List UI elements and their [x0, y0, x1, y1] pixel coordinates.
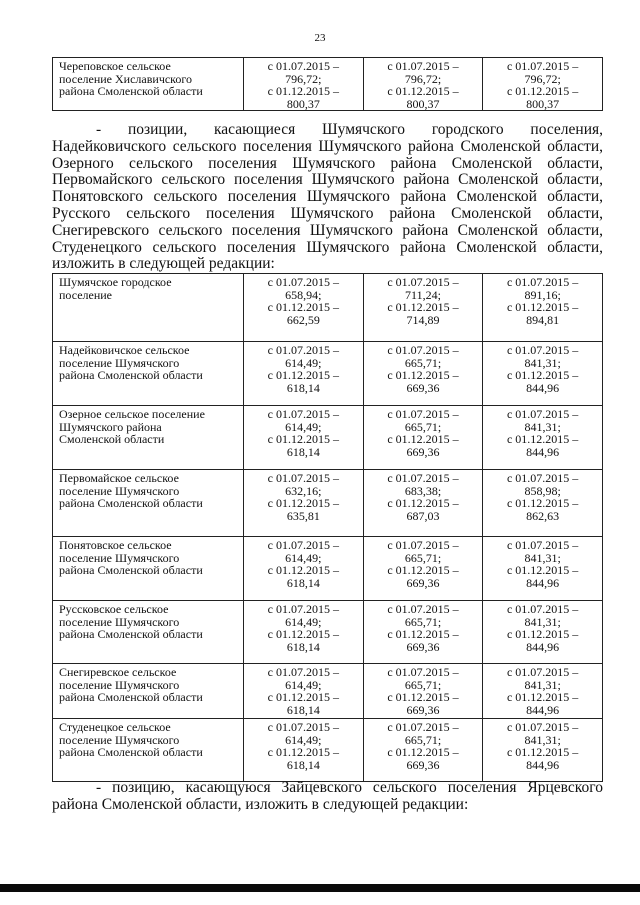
tariff-amount-line: 796,72;: [404, 71, 442, 86]
tariff-period-line: с 01.07.2015 –: [506, 407, 579, 421]
settlement-name-line: Череповское сельское: [59, 59, 171, 73]
tariff-amount-line: 614,49;: [285, 677, 322, 692]
paragraph-text: - позицию, касающуюся Зайцевского сельского поселения Ярцевского района Смоленской области, изложить в следующей редакции:: [52, 779, 603, 813]
table-row: [53, 664, 603, 719]
tariff-period-line: с 01.07.2015 –: [267, 407, 339, 421]
settlement-name-cell: [53, 664, 244, 719]
tariff-amount-line: 635,81: [286, 508, 320, 523]
tariff-period-line: с 01.12.2015 –: [506, 496, 579, 511]
scan-bottom-border: [0, 884, 640, 892]
table-row: [53, 537, 603, 601]
tariff-amount-line: 614,49;: [285, 614, 322, 629]
tariff-period-line: с 01.12.2015 –: [506, 690, 579, 705]
tariff-amount-line: 618,14: [286, 444, 320, 459]
tariff-period-line: с 01.07.2015 –: [387, 343, 459, 357]
tariff-amount-line: 665,71;: [404, 550, 442, 565]
tariff-value-cell: [483, 601, 603, 664]
tariff-table-shumyachsky: [52, 273, 603, 782]
tariff-amount-line: 844,96: [526, 639, 560, 654]
tariff-period-line: с 01.12.2015 –: [506, 563, 579, 578]
tariff-amount-line: 800,37: [526, 96, 560, 111]
tariff-value-cell: [244, 537, 364, 601]
tariff-period-line: с 01.12.2015 –: [267, 432, 339, 447]
settlement-name-line: района Смоленской области: [59, 627, 203, 642]
tariff-period-line: с 01.07.2015 –: [506, 343, 579, 357]
tariff-period-line: с 01.07.2015 –: [387, 665, 459, 679]
tariff-period-line: с 01.07.2015 –: [387, 407, 459, 421]
tariff-value-cell: [363, 406, 483, 470]
settlement-name-cell: [53, 342, 244, 406]
table-row: [53, 406, 603, 470]
tariff-amount-line: 841,31;: [524, 732, 561, 747]
tariff-period-line: с 01.12.2015 –: [267, 300, 339, 315]
tariff-amount-line: 658,94;: [285, 287, 322, 302]
tariff-amount-line: 858,98;: [524, 483, 561, 498]
tariff-period-line: с 01.12.2015 –: [267, 627, 339, 642]
tariff-amount-line: 669,36: [406, 639, 440, 654]
tariff-period-line: с 01.07.2015 –: [387, 471, 459, 485]
tariff-amount-line: 796,72;: [524, 71, 561, 86]
tariff-period-line: с 01.12.2015 –: [387, 563, 459, 578]
tariff-amount-line: 711,24;: [405, 287, 441, 302]
settlement-name-line: Понятовское сельское: [59, 538, 172, 552]
tariff-value-cell: [483, 58, 603, 111]
settlement-name-line: Студенецкое сельское: [59, 720, 171, 734]
tariff-value-cell: [363, 537, 483, 601]
tariff-period-line: с 01.07.2015 –: [387, 720, 459, 734]
table-row: [53, 470, 603, 537]
tariff-period-line: с 01.12.2015 –: [506, 745, 579, 760]
tariff-period-line: с 01.12.2015 –: [267, 745, 339, 760]
tariff-value-cell: [483, 470, 603, 537]
tariff-amount-line: 862,63: [526, 508, 560, 523]
tariff-period-line: с 01.07.2015 –: [387, 602, 459, 616]
tariff-value-cell: [363, 470, 483, 537]
tariff-amount-line: 894,81: [526, 312, 560, 327]
settlement-name-line: Надейковичское сельское: [59, 343, 190, 357]
tariff-table-top: [52, 57, 603, 111]
table-row: [53, 58, 603, 111]
settlement-name-cell: [53, 719, 244, 782]
tariff-amount-line: 800,37: [406, 96, 440, 111]
settlement-name-line: Первомайское сельское: [59, 471, 179, 485]
tariff-period-line: с 01.07.2015 –: [387, 538, 459, 552]
tariff-value-cell: [483, 406, 603, 470]
tariff-period-line: с 01.07.2015 –: [506, 602, 579, 616]
tariff-value-cell: [363, 664, 483, 719]
tariff-amount-line: 841,31;: [524, 550, 561, 565]
tariff-amount-line: 841,31;: [524, 419, 561, 434]
tariff-amount-line: 841,31;: [524, 677, 561, 692]
tariff-period-line: с 01.12.2015 –: [387, 432, 459, 447]
tariff-period-line: с 01.07.2015 –: [267, 538, 339, 552]
settlement-name-line: района Смоленской области: [59, 368, 203, 383]
tariff-period-line: с 01.07.2015 –: [506, 538, 579, 552]
tariff-period-line: с 01.07.2015 –: [267, 343, 339, 357]
paragraph-text: - позиции, касающиеся Шумячского городского поселения, Надейковичского сельского поселения Шумячского района Смоленской области, Озерного сельского поселения Шумячского района Смоленской области, Первомайского сельского поселения Шумячского района Смоленской области, Понятовского сельского поселения Шумячского района Смоленской области, Русского сельского поселения Шумячского района Смоленской области, Снегиревского сельского поселения Шумячского района Смоленской области, Студенецкого сельского поселения Шумячского района Смоленской области, изложить в следующей редакции:: [52, 121, 603, 273]
tariff-period-line: с 01.07.2015 –: [267, 59, 339, 73]
tariff-value-cell: [363, 719, 483, 782]
settlement-name-line: поселение Шумячского: [59, 677, 180, 692]
tariff-amount-line: 618,14: [286, 380, 320, 395]
tariff-value-cell: [244, 342, 364, 406]
tariff-amount-line: 844,96: [526, 757, 560, 772]
settlement-name-line: поселение Шумячского: [59, 550, 180, 565]
paragraph-zaitsevsky-intro: [52, 780, 603, 814]
tariff-amount-line: 662,59: [286, 312, 320, 327]
tariff-period-line: с 01.12.2015 –: [387, 496, 459, 511]
settlement-name-line: поселение: [59, 287, 113, 302]
tariff-amount-line: 891,16;: [524, 287, 561, 302]
tariff-period-line: с 01.07.2015 –: [506, 471, 579, 485]
tariff-amount-line: 683,38;: [404, 483, 442, 498]
settlement-name-line: поселение Шумячского: [59, 355, 180, 370]
tariff-period-line: с 01.07.2015 –: [267, 665, 339, 679]
tariff-amount-line: 841,31;: [524, 614, 561, 629]
settlement-name-line: поселение Шумячского: [59, 614, 180, 629]
tariff-value-cell: [483, 537, 603, 601]
tariff-period-line: с 01.07.2015 –: [267, 602, 339, 616]
settlement-name-line: района Смоленской области: [59, 84, 203, 99]
paragraph-shumyachsky-intro: [52, 122, 603, 273]
tariff-period-line: с 01.07.2015 –: [387, 59, 459, 73]
settlement-name-line: района Смоленской области: [59, 563, 203, 578]
tariff-period-line: с 01.12.2015 –: [506, 368, 579, 383]
tariff-period-line: с 01.12.2015 –: [387, 300, 459, 315]
tariff-period-line: с 01.07.2015 –: [506, 665, 579, 679]
table-row: [53, 719, 603, 782]
tariff-value-cell: [244, 601, 364, 664]
tariff-amount-line: 800,37: [286, 96, 320, 111]
settlement-name-line: Руссковское сельское: [59, 602, 169, 616]
settlement-name-line: района Смоленской области: [59, 690, 203, 705]
tariff-period-line: с 01.07.2015 –: [267, 720, 339, 734]
tariff-value-cell: [363, 274, 483, 342]
settlement-name-line: поселение Хиславичского: [59, 71, 193, 86]
settlement-name-line: Снегиревское сельское: [59, 665, 177, 679]
tariff-period-line: с 01.12.2015 –: [387, 84, 459, 99]
settlement-name-line: района Смоленской области: [59, 496, 203, 511]
tariff-period-line: с 01.12.2015 –: [267, 368, 339, 383]
tariff-amount-line: 614,49;: [285, 732, 322, 747]
tariff-amount-line: 669,36: [406, 702, 440, 717]
tariff-amount-line: 844,96: [526, 444, 560, 459]
tariff-value-cell: [363, 342, 483, 406]
tariff-period-line: с 01.12.2015 –: [506, 84, 579, 99]
tariff-value-cell: [483, 274, 603, 342]
tariff-amount-line: 632,16;: [285, 483, 322, 498]
tariff-period-line: с 01.12.2015 –: [387, 745, 459, 760]
tariff-period-line: с 01.07.2015 –: [387, 275, 459, 289]
settlement-name-cell: [53, 406, 244, 470]
tariff-period-line: с 01.07.2015 –: [267, 471, 339, 485]
tariff-period-line: с 01.12.2015 –: [387, 627, 459, 642]
settlement-name-cell: [53, 537, 244, 601]
tariff-amount-line: 669,36: [406, 575, 440, 590]
page-number: 23: [314, 32, 326, 44]
settlement-name-cell: [53, 601, 244, 664]
tariff-value-cell: [483, 664, 603, 719]
table-row: [53, 601, 603, 664]
tariff-period-line: с 01.12.2015 –: [387, 690, 459, 705]
tariff-period-line: с 01.12.2015 –: [267, 84, 339, 99]
settlement-name-cell: [53, 58, 244, 111]
tariff-period-line: с 01.07.2015 –: [506, 275, 579, 289]
tariff-value-cell: [244, 58, 364, 111]
tariff-period-line: с 01.12.2015 –: [506, 300, 579, 315]
tariff-value-cell: [244, 274, 364, 342]
tariff-value-cell: [244, 719, 364, 782]
settlement-name-line: Смоленской области: [59, 432, 165, 447]
tariff-amount-line: 844,96: [526, 380, 560, 395]
tariff-amount-line: 669,36: [406, 380, 440, 395]
table-row: [53, 342, 603, 406]
tariff-amount-line: 665,71;: [404, 419, 442, 434]
tariff-period-line: с 01.12.2015 –: [267, 690, 339, 705]
settlement-name-cell: [53, 274, 244, 342]
tariff-value-cell: [363, 601, 483, 664]
settlement-name-line: поселение Шумячского: [59, 732, 180, 747]
settlement-name-line: Шумячского района: [59, 419, 162, 434]
tariff-amount-line: 841,31;: [524, 355, 561, 370]
tariff-value-cell: [483, 719, 603, 782]
tariff-amount-line: 665,71;: [404, 355, 442, 370]
tariff-amount-line: 665,71;: [404, 677, 442, 692]
tariff-amount-line: 618,14: [286, 702, 320, 717]
tariff-amount-line: 844,96: [526, 702, 560, 717]
tariff-period-line: с 01.12.2015 –: [506, 627, 579, 642]
tariff-period-line: с 01.07.2015 –: [506, 720, 579, 734]
tariff-amount-line: 614,49;: [285, 355, 322, 370]
tariff-value-cell: [483, 342, 603, 406]
tariff-amount-line: 665,71;: [404, 732, 442, 747]
tariff-amount-line: 844,96: [526, 575, 560, 590]
tariff-amount-line: 687,03: [406, 508, 440, 523]
tariff-value-cell: [244, 664, 364, 719]
tariff-period-line: с 01.12.2015 –: [267, 496, 339, 511]
tariff-amount-line: 618,14: [286, 575, 320, 590]
tariff-period-line: с 01.07.2015 –: [267, 275, 339, 289]
tariff-amount-line: 714,89: [406, 312, 440, 327]
settlement-name-line: района Смоленской области: [59, 745, 203, 760]
tariff-period-line: с 01.12.2015 –: [387, 368, 459, 383]
tariff-amount-line: 614,49;: [285, 419, 322, 434]
settlement-name-line: Шумячское городское: [59, 275, 172, 289]
tariff-period-line: с 01.07.2015 –: [506, 59, 579, 73]
settlement-name-cell: [53, 470, 244, 537]
tariff-amount-line: 614,49;: [285, 550, 322, 565]
tariff-value-cell: [363, 58, 483, 111]
tariff-value-cell: [244, 406, 364, 470]
tariff-period-line: с 01.12.2015 –: [267, 563, 339, 578]
tariff-period-line: с 01.12.2015 –: [506, 432, 579, 447]
tariff-amount-line: 665,71;: [404, 614, 442, 629]
tariff-amount-line: 669,36: [406, 444, 440, 459]
settlement-name-line: поселение Шумячского: [59, 483, 180, 498]
tariff-value-cell: [244, 470, 364, 537]
tariff-amount-line: 669,36: [406, 757, 440, 772]
settlement-name-line: Озерное сельское поселение: [59, 407, 205, 421]
tariff-amount-line: 618,14: [286, 639, 320, 654]
table-row: [53, 274, 603, 342]
tariff-amount-line: 796,72;: [285, 71, 322, 86]
tariff-amount-line: 618,14: [286, 757, 320, 772]
